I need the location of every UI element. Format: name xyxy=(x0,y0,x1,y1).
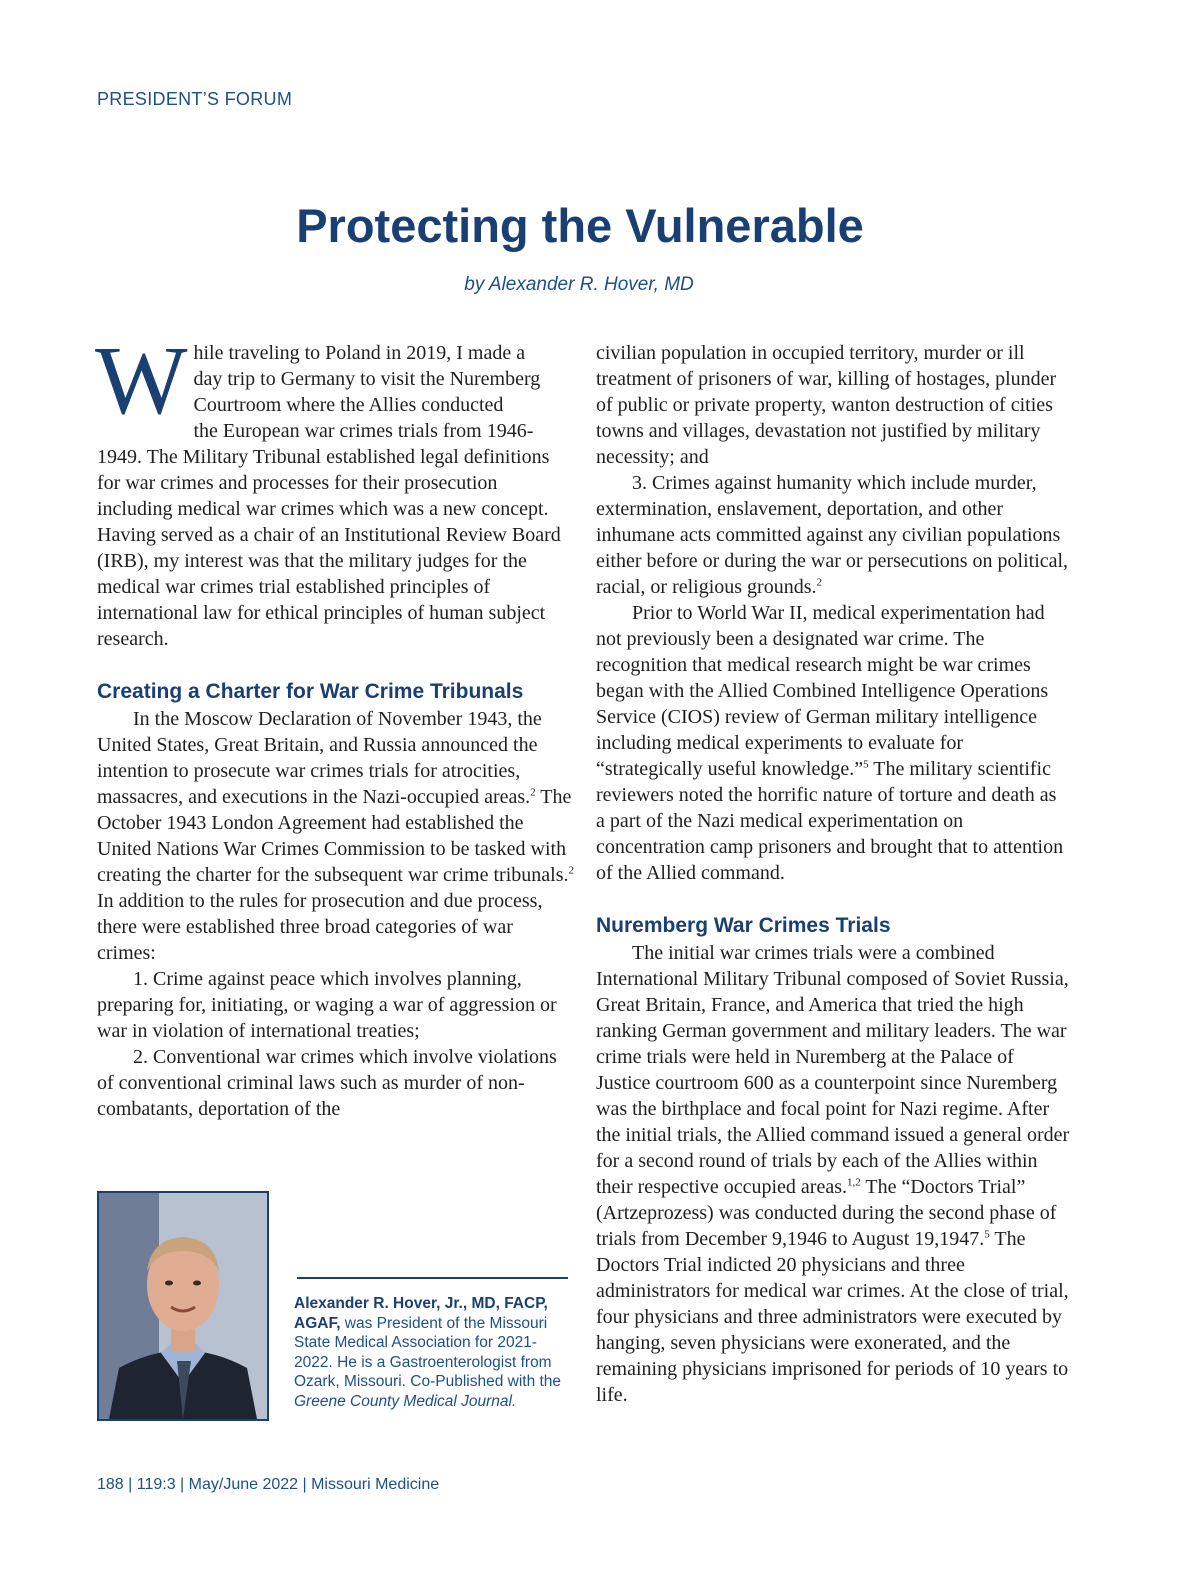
article-title: Protecting the Vulnerable xyxy=(296,199,864,252)
intro-rest: the European war crimes trials from 1946-1949. The Military Tribunal established legal definitions for war crimes and processes for their prosecution including medical war crimes which was a new concept. Having served as a chair of an Institutional Review Board (IRB), my interest was that the military judges for the medical war crimes trial established principles of international law for ethical principles of human subject research. xyxy=(97,420,561,650)
section-heading-charter: Creating a Charter for War Crime Tribunals xyxy=(97,680,524,703)
right-column xyxy=(596,340,1070,1408)
charter-paragraph xyxy=(97,706,575,966)
nuremberg-text-a: The initial war crimes trials were a combined International Military Tribunal composed of Soviet Russia, Great Britain, France, and America that tried the high ranking German government and military leaders. The war crime trials were held in Nuremberg at the Palace of Justice courtroom 600 as a counterpoint since Nuremberg was the birthplace and focal point for Nazi regime. After the initial trials, the Allied command issued a general order for a second round of trials by each of the Allies within their respective occupied areas. xyxy=(596,942,1070,1198)
experimentation-text-a: Prior to World War II, medical experimentation had not previously been a designated war crime. The recognition that medical research might be war crimes began with the Allied Combined Intelligence Operations Service (CIOS) review of German military intelligence including medical experiments to evaluate for “strategically useful knowledge.” xyxy=(596,602,1049,780)
author-portrait-icon xyxy=(99,1193,267,1419)
nuremberg-paragraph xyxy=(596,940,1070,1408)
charter-text-b: The October 1943 London Agreement had established the United Nations War Crimes Commission to be tasked with creating the charter for the subsequent war crime tribunals. xyxy=(97,786,572,886)
ref-mark: 2 xyxy=(816,576,822,589)
section-heading-nuremberg: Nuremberg War Crimes Trials xyxy=(596,914,891,937)
ref-mark: 2 xyxy=(568,864,574,877)
left-column xyxy=(95,327,575,1122)
section-label: PRESIDENT’S FORUM xyxy=(97,89,293,109)
experimentation-text-b: The military scientific reviewers noted the horrific nature of torture and death as a part of the Nazi medical experimentation on concentration camp prisoners and brought that to attention of the Allied command. xyxy=(596,758,1064,884)
nuremberg-text-b: The “Doctors Trial” (Artzeprozess) was conducted during the second phase of trials from December 9,1946 to August 19,1947. xyxy=(596,1176,1057,1250)
ref-mark: 2 xyxy=(530,786,536,799)
intro-paragraph xyxy=(95,327,575,652)
ref-mark: 5 xyxy=(984,1228,990,1241)
crime-item-3 xyxy=(596,470,1070,600)
crime-item-1: 1. Crime against peace which involves planning, preparing for, initiating, or waging a war of aggression or war in violation of international treaties; xyxy=(97,968,557,1042)
ref-mark: 5 xyxy=(863,758,869,771)
bio-name: Alexander R. Hover, Jr., MD, FACP, AGAF, xyxy=(294,1295,548,1332)
bio-divider xyxy=(297,1277,568,1279)
bio-text: was President of the Missouri State Medical Association for 2021-2022. He is a Gastroenterologist from Ozark, Missouri. Co-Published with the xyxy=(294,1314,562,1390)
continued-paragraph: civilian population in occupied territory, murder or ill treatment of prisoners of war, killing of hostages, plunder of public or private property, wanton destruction of cities towns and villages, devastation not justified by military necessity; and xyxy=(596,342,1057,468)
nuremberg-text-c: The Doctors Trial indicted 20 physicians and three administrators for medical war crimes. At the close of trial, four physicians and three administrators were executed by hanging, seven physicians were exonerated, and the remaining physicians imprisoned for periods of 10 years to life. xyxy=(596,1228,1069,1406)
page-footer: 188 | 119:3 | May/June 2022 | Missouri Medicine xyxy=(97,1476,440,1493)
intro-line-2: day trip to Germany to visit the Nuremberg xyxy=(193,368,541,390)
crime-item-3-text: 3. Crimes against humanity which include murder, extermination, enslavement, deportation, and other inhumane acts committed against any civilian populations either before or during the war or persecutions on political, racial, or religious grounds. xyxy=(596,472,1069,598)
crime-item-2: 2. Conventional war crimes which involve violations of conventional criminal laws such as murder of non-combatants, deportation of the xyxy=(97,1046,557,1120)
drop-cap: W xyxy=(95,327,188,435)
charter-text-a: In the Moscow Declaration of November 1943, the United States, Great Britain, and Russia announced the intention to prosecute war crimes trials for atrocities, massacres, and executions in the Nazi-occupied areas. xyxy=(97,708,542,808)
experimentation-paragraph xyxy=(596,600,1070,886)
bio-journal: Greene County Medical Journal. xyxy=(294,1392,517,1410)
author-photo xyxy=(97,1191,269,1421)
ref-mark: 1,2 xyxy=(846,1176,861,1189)
author-bio xyxy=(294,1294,570,1411)
charter-text-c: In addition to the rules for prosecution and due process, there were established three broad categories of war crimes: xyxy=(97,890,543,964)
intro-line-1: hile traveling to Poland in 2019, I made a xyxy=(193,342,526,364)
intro-line-3: Courtroom where the Allies conducted xyxy=(193,394,504,416)
article-byline: by Alexander R. Hover, MD xyxy=(464,274,694,295)
